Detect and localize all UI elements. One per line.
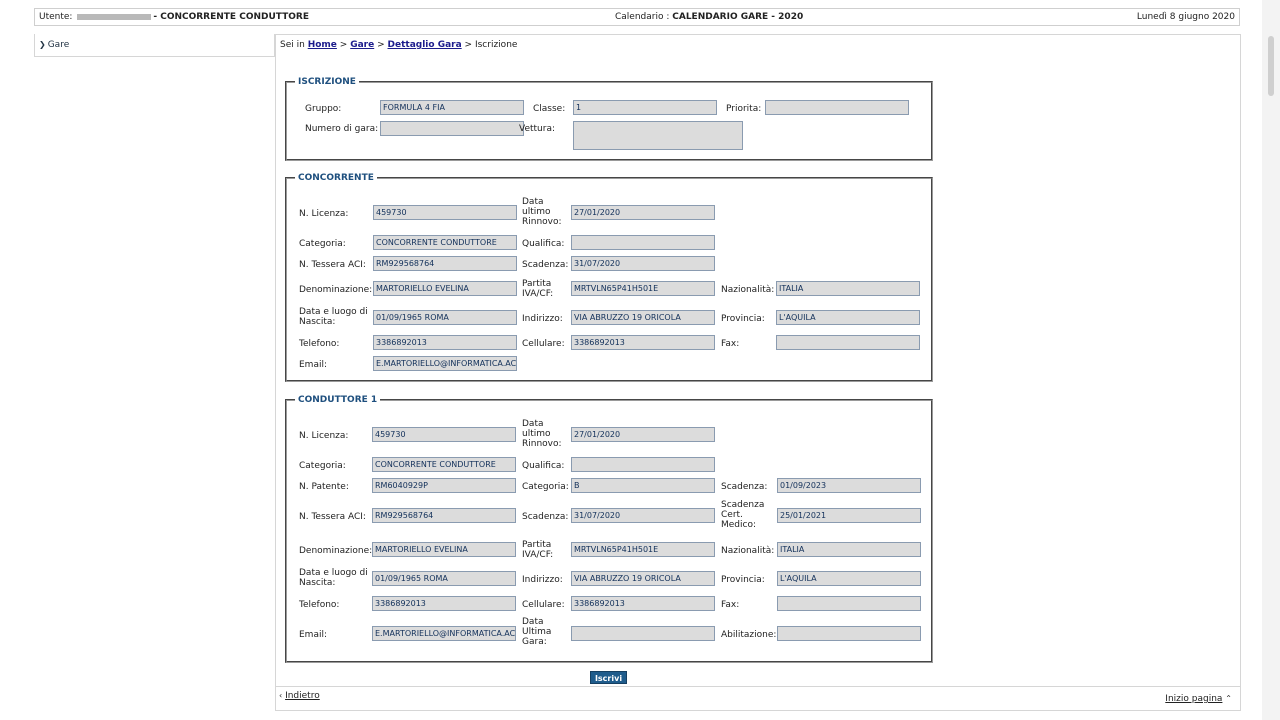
breadcrumb-separator: > — [464, 40, 473, 50]
piva-field[interactable]: MRTVLN65P41H501E — [571, 281, 715, 296]
sidebar — [34, 34, 275, 57]
email-field[interactable]: E.MARTORIELLO@INFORMATICA.AC — [373, 356, 517, 371]
nazionalita-label: Nazionalità: — [721, 285, 775, 295]
cond-provincia-label: Provincia: — [721, 575, 765, 585]
licenza-label: N. Licenza: — [299, 209, 349, 219]
tessera-scadenza-field[interactable]: 31/07/2020 — [571, 508, 715, 523]
classe-label: Classe: — [533, 104, 566, 114]
patente-categoria-field[interactable]: B — [571, 478, 715, 493]
concorrente-fieldset — [285, 173, 933, 382]
conduttore-legend: CONDUTTORE 1 — [295, 395, 380, 405]
breadcrumb-separator: > — [377, 40, 385, 50]
ultima-gara-label: Data Ultima Gara: — [522, 617, 552, 647]
cond-licenza-field[interactable]: 459730 — [372, 427, 516, 442]
vettura-textarea[interactable] — [573, 121, 743, 150]
scrollbar-thumb[interactable] — [1268, 36, 1274, 96]
top-link-wrap[interactable] — [1165, 694, 1232, 704]
provincia-label: Provincia: — [721, 314, 765, 324]
calendar-info — [615, 12, 803, 22]
scadenza-label: Scadenza: — [522, 260, 569, 270]
cond-nazionalita-field[interactable]: ITALIA — [777, 542, 921, 557]
cond-licenza-label: N. Licenza: — [299, 431, 349, 441]
cond-rinnovo-label: Data ultimo Rinnovo: — [522, 419, 562, 449]
classe-field[interactable]: 1 — [573, 100, 717, 115]
cond-tessera-field[interactable]: RM929568764 — [372, 508, 516, 523]
cond-email-label: Email: — [299, 630, 328, 640]
breadcrumb-separator: > — [339, 40, 348, 50]
cond-qualifica-field[interactable] — [571, 457, 715, 472]
user-info — [39, 12, 309, 22]
nazionalita-field[interactable]: ITALIA — [776, 281, 920, 296]
chevron-right-icon: ❯ — [39, 40, 46, 49]
indirizzo-field[interactable]: VIA ABRUZZO 19 ORICOLA — [571, 310, 715, 325]
cond-nazionalita-label: Nazionalità: — [721, 546, 775, 556]
cond-nascita-field[interactable]: 01/09/1965 ROMA — [372, 571, 516, 586]
cond-qualifica-label: Qualifica: — [522, 461, 565, 471]
iscrivi-button[interactable]: Iscrivi — [590, 671, 627, 684]
tessera-field[interactable]: RM929568764 — [373, 256, 517, 271]
cond-provincia-field[interactable]: L'AQUILA — [777, 571, 921, 586]
cond-denominazione-label: Denominazione: — [299, 546, 373, 556]
cond-piva-label: Partita IVA/CF: — [522, 540, 554, 560]
denominazione-label: Denominazione: — [299, 285, 373, 295]
breadcrumb-detail-link[interactable]: Dettaglio Gara — [387, 40, 462, 50]
back-link-wrap[interactable] — [279, 691, 320, 701]
rinnovo-label: Data ultimo Rinnovo: — [522, 197, 562, 227]
redacted-username — [77, 14, 151, 20]
qualifica-field[interactable] — [571, 235, 715, 250]
patente-label: N. Patente: — [299, 482, 349, 492]
cond-indirizzo-field[interactable]: VIA ABRUZZO 19 ORICOLA — [571, 571, 715, 586]
cond-cellulare-label: Cellulare: — [522, 600, 565, 610]
patente-categoria-label: Categoria: — [522, 482, 569, 492]
cert-medico-label: Scadenza Cert. Medico: — [721, 500, 765, 530]
top-bar — [34, 8, 1240, 26]
ultima-gara-field[interactable] — [571, 626, 715, 641]
qualifica-label: Qualifica: — [522, 239, 565, 249]
piva-label: Partita IVA/CF: — [522, 279, 554, 299]
telefono-field[interactable]: 3386892013 — [373, 335, 517, 350]
cond-telefono-label: Telefono: — [299, 600, 340, 610]
breadcrumb-gare-link[interactable]: Gare — [350, 40, 375, 50]
calendar-label: Calendario : — [615, 12, 670, 22]
numero-gara-label: Numero di gara: — [305, 124, 379, 134]
tessera-scadenza-label: Scadenza: — [522, 512, 569, 522]
telefono-label: Telefono: — [299, 339, 340, 349]
gruppo-field[interactable]: FORMULA 4 FIA — [380, 100, 524, 115]
nascita-field[interactable]: 01/09/1965 ROMA — [373, 310, 517, 325]
cond-piva-field[interactable]: MRTVLN65P41H501E — [571, 542, 715, 557]
cond-fax-label: Fax: — [721, 600, 740, 610]
breadcrumb-current: Iscrizione — [474, 40, 518, 50]
footer-divider — [276, 686, 1240, 687]
numero-gara-field[interactable] — [380, 121, 524, 136]
denominazione-field[interactable]: MARTORIELLO EVELINA — [373, 281, 517, 296]
abilitazione-field[interactable] — [777, 626, 921, 641]
tessera-label: N. Tessera ACI: — [299, 260, 366, 270]
iscrizione-legend: ISCRIZIONE — [295, 77, 359, 87]
rinnovo-field[interactable]: 27/01/2020 — [571, 205, 715, 220]
vertical-scrollbar[interactable] — [1262, 0, 1280, 720]
nascita-label: Data e luogo di Nascita: — [299, 307, 368, 327]
scadenza-field[interactable]: 31/07/2020 — [571, 256, 715, 271]
vettura-label: Vettura: — [519, 124, 556, 134]
fax-label: Fax: — [721, 339, 740, 349]
categoria-field[interactable]: CONCORRENTE CONDUTTORE — [373, 235, 517, 250]
cond-nascita-label: Data e luogo di Nascita: — [299, 568, 368, 588]
cond-cellulare-field[interactable]: 3386892013 — [571, 596, 715, 611]
cond-fax-field[interactable] — [777, 596, 921, 611]
iscrizione-fieldset — [285, 77, 933, 161]
chevron-left-icon: ‹ — [279, 691, 283, 700]
cellulare-field[interactable]: 3386892013 — [571, 335, 715, 350]
cond-email-field[interactable]: E.MARTORIELLO@INFORMATICA.AC — [372, 626, 516, 641]
sidebar-item-label: Gare — [47, 40, 70, 50]
indirizzo-label: Indirizzo: — [522, 314, 563, 324]
patente-scadenza-field[interactable]: 01/09/2023 — [777, 478, 921, 493]
provincia-field[interactable]: L'AQUILA — [776, 310, 920, 325]
categoria-label: Categoria: — [299, 239, 346, 249]
cond-indirizzo-label: Indirizzo: — [522, 575, 563, 585]
cond-categoria-label: Categoria: — [299, 461, 346, 471]
gruppo-label: Gruppo: — [305, 104, 342, 114]
cellulare-label: Cellulare: — [522, 339, 565, 349]
priorita-label: Priorita: — [726, 104, 762, 114]
double-chevron-up-icon: ⌃ — [1225, 694, 1232, 703]
cond-rinnovo-field[interactable]: 27/01/2020 — [571, 427, 715, 442]
calendar-value: CALENDARIO GARE - 2020 — [672, 12, 804, 22]
cert-medico-field[interactable]: 25/01/2021 — [777, 508, 921, 523]
current-date: Lunedì 8 giugno 2020 — [1136, 12, 1235, 22]
priorita-field[interactable] — [765, 100, 909, 115]
breadcrumb-prefix: Sei in — [280, 40, 305, 50]
user-label: Utente: — [39, 12, 73, 22]
fax-field[interactable] — [776, 335, 920, 350]
main-content — [275, 34, 1241, 711]
cond-categoria-field[interactable]: CONCORRENTE CONDUTTORE — [372, 457, 516, 472]
abilitazione-label: Abilitazione: — [721, 630, 777, 640]
conduttore-fieldset — [285, 395, 933, 663]
user-role: - CONCORRENTE CONDUTTORE — [153, 12, 309, 22]
email-label: Email: — [299, 360, 328, 370]
top-link[interactable]: Inizio pagina — [1165, 694, 1223, 704]
concorrente-legend: CONCORRENTE — [295, 173, 377, 183]
back-link[interactable]: Indietro — [285, 691, 320, 701]
patente-field[interactable]: RM6040929P — [372, 478, 516, 493]
cond-tessera-label: N. Tessera ACI: — [299, 512, 366, 522]
sidebar-item-gare[interactable] — [39, 40, 69, 50]
breadcrumb — [280, 40, 517, 50]
breadcrumb-home-link[interactable]: Home — [307, 40, 337, 50]
patente-scadenza-label: Scadenza: — [721, 482, 768, 492]
licenza-field[interactable]: 459730 — [373, 205, 517, 220]
cond-denominazione-field[interactable]: MARTORIELLO EVELINA — [372, 542, 516, 557]
cond-telefono-field[interactable]: 3386892013 — [372, 596, 516, 611]
